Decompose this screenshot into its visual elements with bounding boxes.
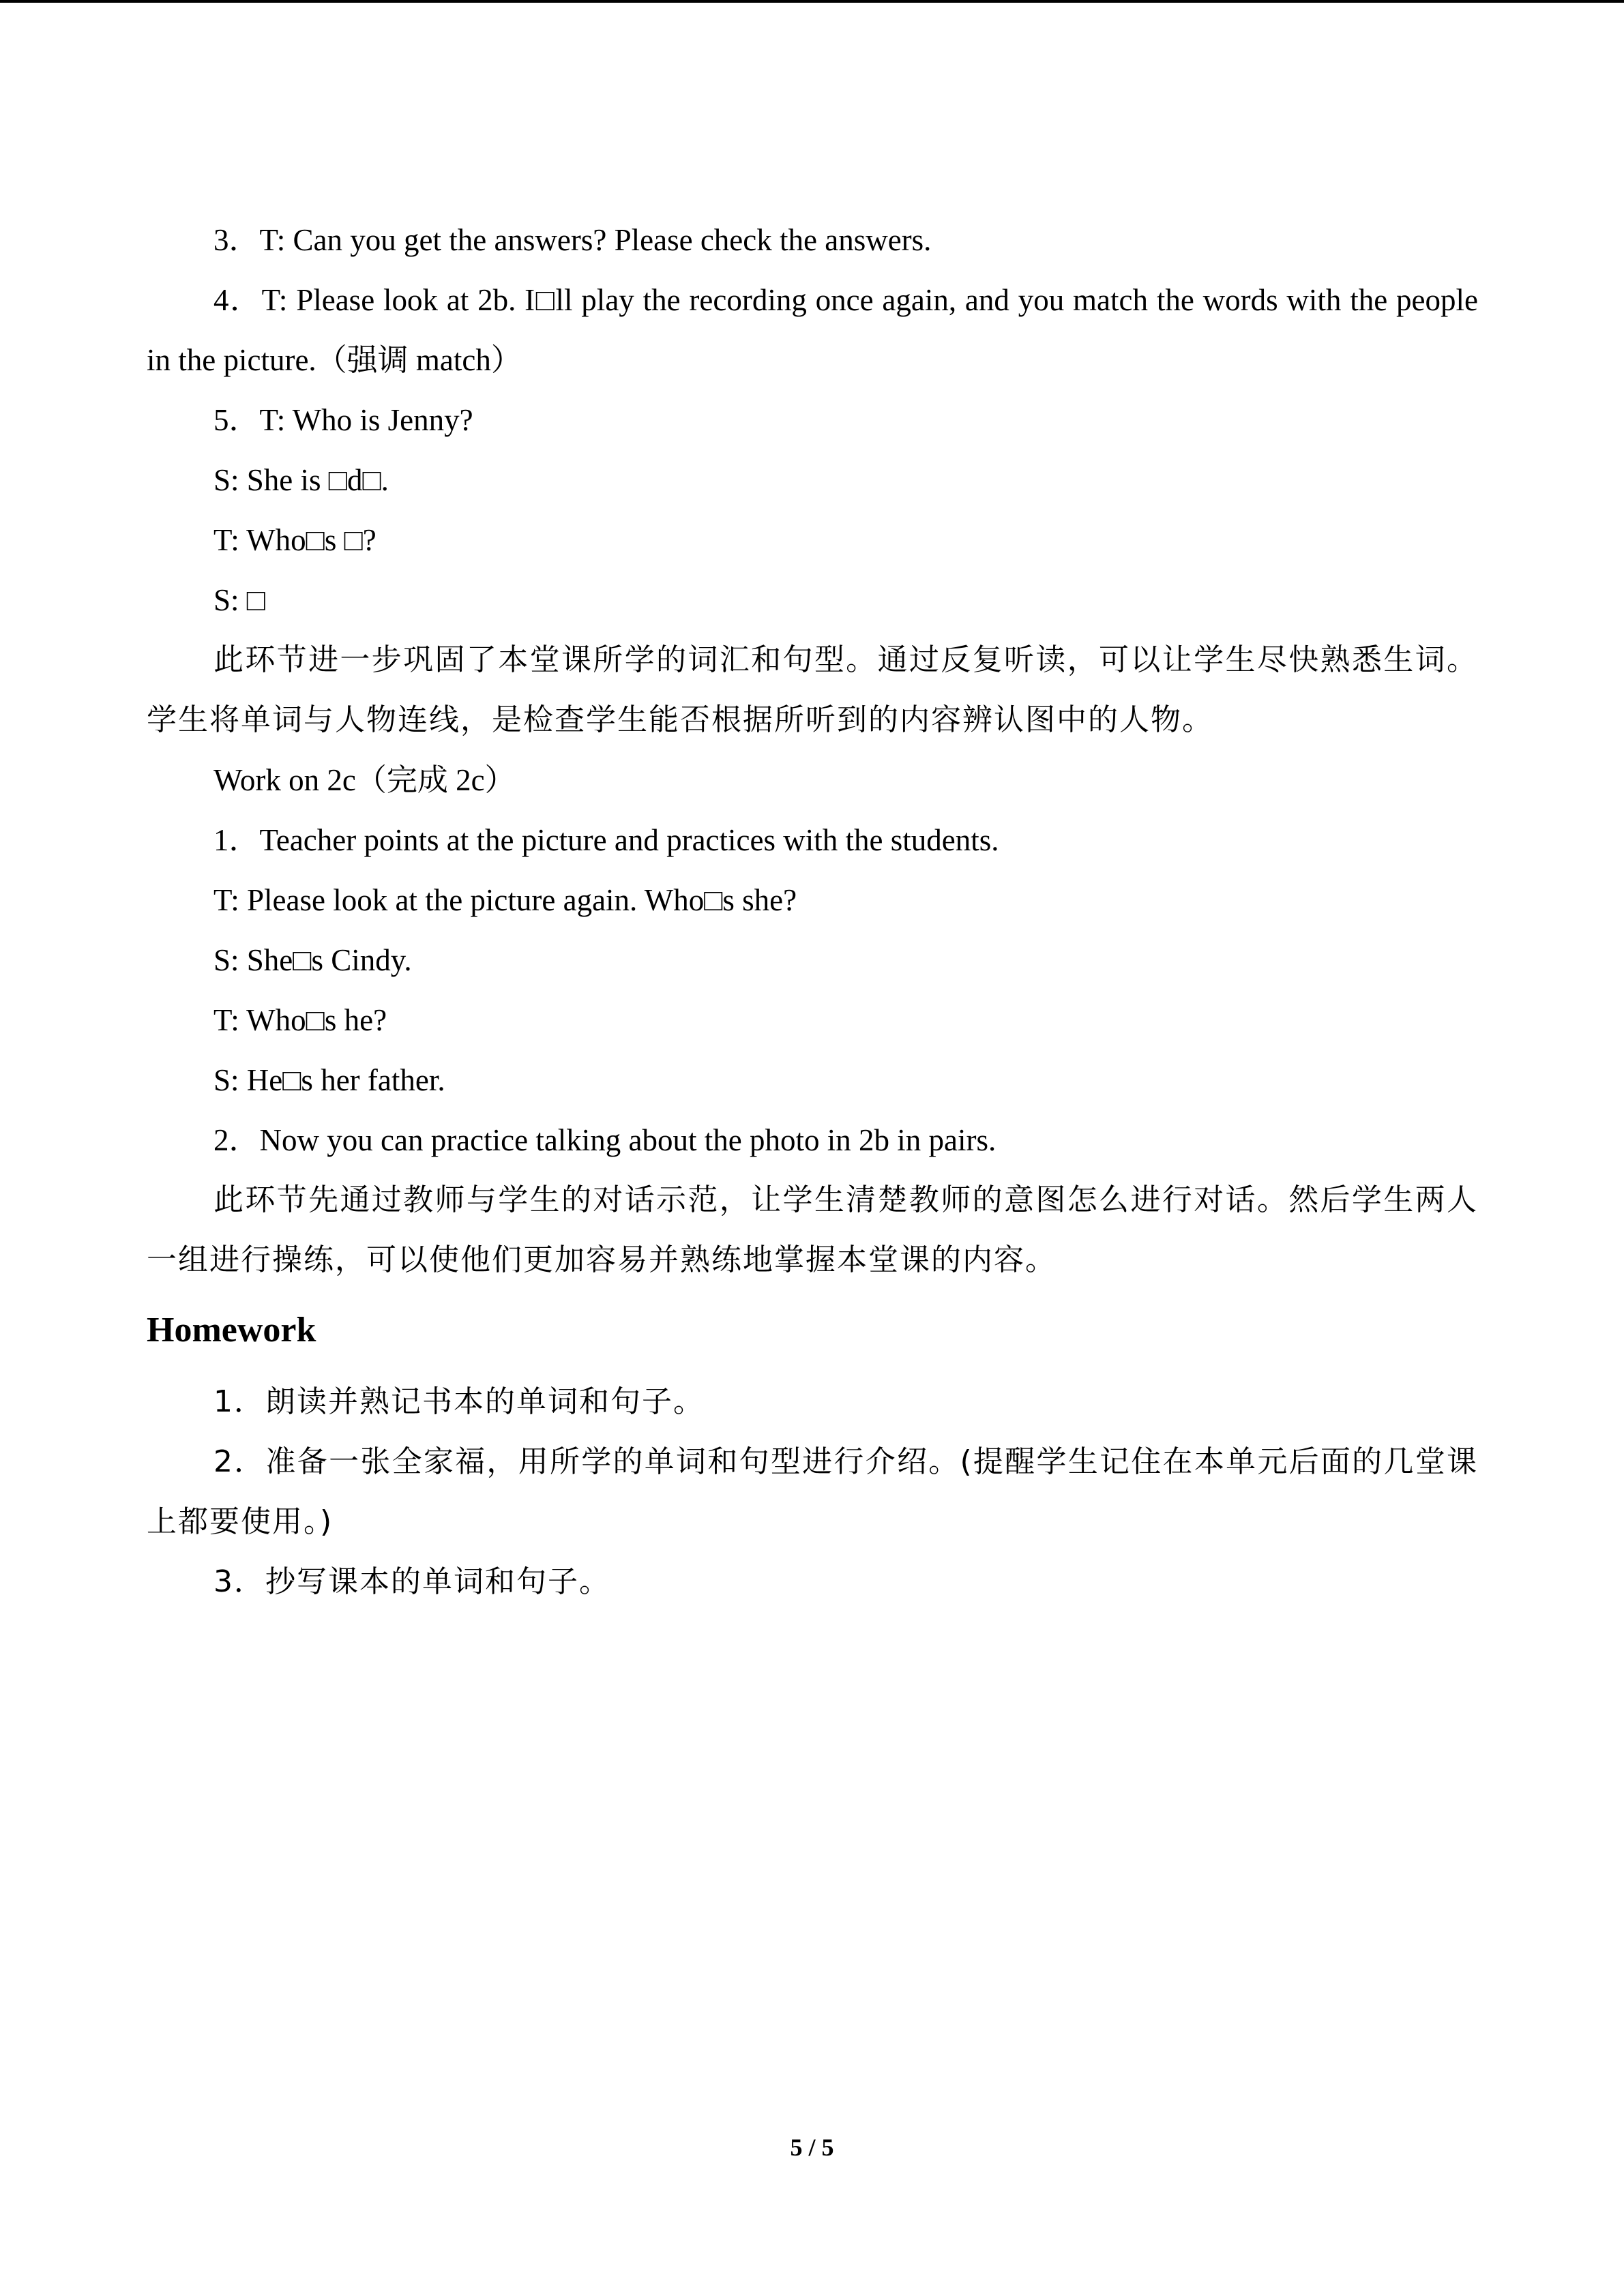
paragraph-who-s-he: T: Who□s he? <box>213 1003 387 1037</box>
homework-item-1: 1．朗读并熟记书本的单词和句子。 <box>213 1384 705 1419</box>
paragraph-practice-pairs: 2．Now you can practice talking about the photo in 2b in pairs. <box>213 1123 996 1157</box>
document-body <box>147 210 1486 1612</box>
homework-heading: Homework <box>147 1311 316 1350</box>
homework-item-3: 3．抄写课本的单词和句子。 <box>213 1564 610 1599</box>
paragraph-s-answer: S: □ <box>213 583 265 617</box>
paragraph-she-is: S: She is □d□. <box>213 463 389 497</box>
page-number: 5 / 5 <box>790 2134 834 2161</box>
paragraph-he-s-her-father: S: He□s her father. <box>213 1063 445 1097</box>
paragraph-she-s-cindy: S: She□s Cindy. <box>213 943 412 977</box>
page-top-border <box>0 0 1624 3</box>
paragraph-teacher-points: 1．Teacher points at the picture and practices with the students. <box>213 823 999 857</box>
paragraph-who-s: T: Who□s □? <box>213 523 377 557</box>
paragraph-match-words: 4．T: Please look at 2b. I□ll play the recording once again, and you match the words with the people in the picture.（强调 match） <box>147 283 1486 377</box>
paragraph-who-is-jenny: 5．T: Who is Jenny? <box>213 403 473 437</box>
homework-item-2: 2．准备一张全家福，用所学的单词和句型进行介绍。(提醒学生记住在本单元后面的几堂课上都要使用。) <box>147 1444 1478 1539</box>
paragraph-check-answers: 3．T: Can you get the answers? Please check the answers. <box>213 223 932 257</box>
paragraph-who-s-she: T: Please look at the picture again. Who□s she? <box>213 883 797 917</box>
paragraph-note-2: 此环节先通过教师与学生的对话示范，让学生清楚教师的意图怎么进行对话。然后学生两人一组进行操练，可以使他们更加容易并熟练地掌握本堂课的内容。 <box>147 1182 1478 1277</box>
paragraph-note-1: 此环节进一步巩固了本堂课所学的词汇和句型。通过反复听读，可以让学生尽快熟悉生词。学生将单词与人物连线，是检查学生能否根据所听到的内容辨认图中的人物。 <box>147 642 1478 737</box>
paragraph-work-on-2c: Work on 2c（完成 2c） <box>213 763 516 797</box>
